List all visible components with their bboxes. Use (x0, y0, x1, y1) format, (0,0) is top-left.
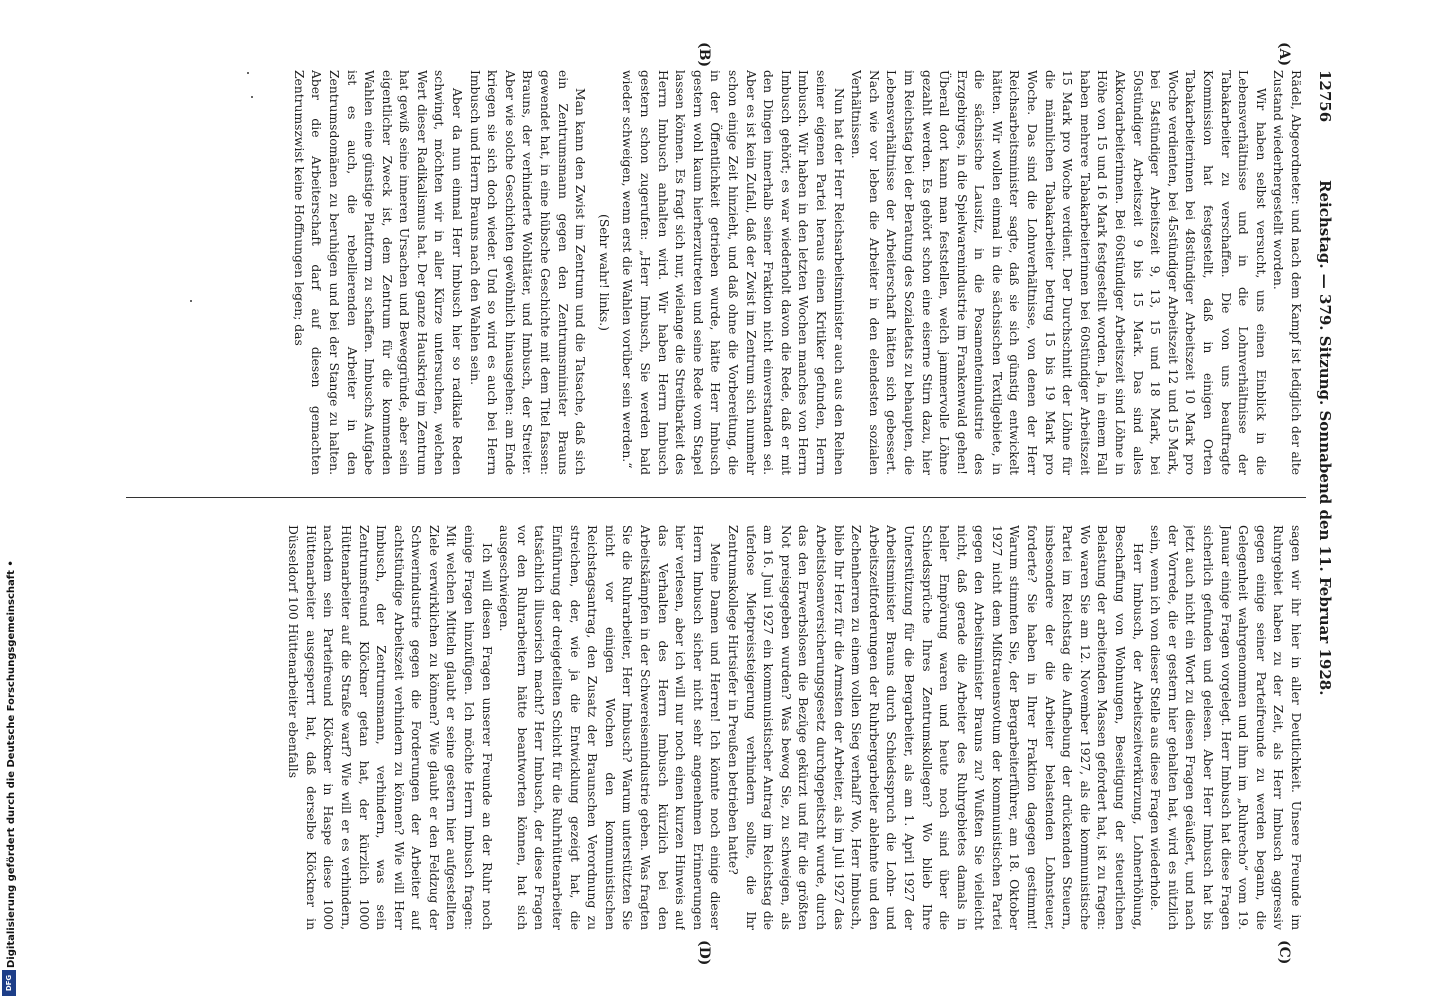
paragraph: Herr Imbusch, der Arbeitszeitverkürzung, Lohnerhöhung, Beschaffung von Wohnungen, Beseitigung der steuerlichen Belastung der arbeitenden Massen gefordert hat, ist zu fragen: Wo waren Sie am 12. November 1927, als die kommunistische Partei im Reichstag die Aufhebung der drückenden Steuern, insbesondere der die Arbeiter belastenden Lohnsteuer, forderte? Sie haben in Ihrer Fraktion dagegen gestimmt! Warum stimmten Sie, der Bergarbeiterführer, am 18. Oktober 1927 nicht dem Mißtrauensvotum der kommunistischen Partei gegen den Arbeitsminister Brauns zu? Wußten Sie vielleicht nicht, daß gerade die Arbeiter des Ruhrgebietes damals in heller Empörung waren und heute noch sind über die Schiedssprüche Ihres Zentrumskollegen? Wo blieb Ihre Unterstützung für die Bergarbeiter, als am 1. April 1927 der Arbeitsminister Brauns durch Schiedsspruch die Lohn- und Arbeitszeitforderungen der Ruhrbergarbeiter ablehnte und den Zechenherren zu einem vollen Sieg verhalf? Wo, Herr Imbusch, blieb Ihr Herz für die Armsten der Arbeiter, als im Juli 1927 das Arbeitslosenversicherungsgesetz durchgepeitscht wurde, durch das den Erwerbslosen die Bezüge gekürzt und für die größten Not preisgegeben wurden? Was bewog Sie, zu schweigen, als am 16. Juni 1927 ein kommunistischer Antrag im Reichstag die uferlose Mietpreissteigerung verhindern sollte, die Ihr Zentrumskollege Hirtsiefer in Preußen betrieben hatte? (726, 525, 1145, 930)
page-header (1306, 70, 1340, 970)
paragraph: Man kann den Zwist im Zentrum und die Tatsache, daß sich ein Zentrumsmann gegen den Zentrumsminister Brauns gewendet hat, in eine hübsche Geschichte mit dem Titel fassen: Brauns, der verhinderte Wohltäter, und Imbusch, der Streiter. Aber wie solche Geschichten gewöhnlich hinausgehen: am Ende kriegen sie sich doch wieder. Und so wird es auch bei Herrn Imbusch und Herrn Brauns nach den Wahlen sein. (467, 70, 588, 475)
paragraph: Rädel, Abgeordneter: und nach dem Kampf ist lediglich der alte Zustand wiederhergestellt worden. (1271, 70, 1303, 475)
column-divider (126, 497, 1306, 498)
paragraph: Wir haben selbst versucht, uns einen Einblick in die Lebensverhältnisse und in die Lohnverhältnisse der Tabakarbeiter zu verschaffen. Die von uns beauftragte Kommission hat festgestellt, daß in einigen Orten Tabakarbeiterinnen bei 48stündiger Arbeitszeit 10 Mark pro Woche verdienten, bei 45stündiger Arbeitszeit 12 und 15 Mark, bei 54stündiger Arbeitszeit 9, 13, 15 und 18 Mark, bei 50stündiger Arbeitszeit 9 bis 15 Mark. Das sind alles Akkordarbeiterinnen. Bei 60stündiger Arbeitszeit sind Löhne in Höhe von 15 und 16 Mark festgestellt worden. Ja, in einem Fall haben mehrere Tabakarbeiterinnen bei 60stündiger Arbeitszeit 15 Mark pro Woche verdient. Der Durchschnitt der Löhne für die männlichen Tabakarbeiter betrug 15 bis 19 Mark pro Woche. Das sind die Lohnverhältnisse, von denen der Herr Reichsarbeitsminister sagte, daß sie sich günstig entwickelt hätten. Wir wollen einmal in die sächsischen Textilgebiete, in die sächsische Lausitz, in die Posamentenindustrie des Erzgebirges, in die Spielwarenindustrie im Frankenwald gehen! Überall dort kann man feststellen, welch jammervolle Löhne gezahlt werden. Es gehört schon eine eiserne Stirn dazu, hier im Reichstag bei der Beratung des Sozialetats zu behaupten, die Lebensverhältnisse der Arbeiterschaft hätten sich gebessert. Nach wie vor leben die Arbeiter in den elendesten sozialen Verhältnissen. (849, 70, 1268, 475)
paragraph: Aber da nun einmal Herr Imbusch hier so radikale Reden schwingt, möchten wir in aller Kürze untersuchen, welchen Wert dieser Radikalismus hat. Der ganze Hauskrieg im Zentrum hat gewiß seine inneren Ursachen und Beweggründe, aber sein eigentlicher Zweck ist, dem Zentrum für die kommenden Wahlen eine günstige Plattform zu schaffen. Imbuschs Aufgabe ist es auch, die rebellierenden Arbeiter in den Zentrumsdomänen zu beruhigen und bei der Stange zu halten. Aber die Arbeiterschaft darf auf diesen gemachten Zentrumszwist keine Hoffnungen legen; das (291, 70, 465, 475)
dfg-logo-text: DFG (5, 974, 13, 992)
paragraph: sagen wir ihr hier in aller Deutlichkeit. Unsere Freunde im Ruhrgebiet haben zu der Zeit, als Herr Imbusch aggressiv gegen einige seiner Parteifreunde zu werden begann, die Gelegenheit wahrgenommen und ihm im „Ruhrecho“ vom 19. Januar einige Fragen vorgelegt. Herr Imbusch hat diese Fragen sicherlich gefunden und gelesen. Aber Herr Imbusch hat bis jetzt auch nicht ein Wort zu diesen Fragen geäußert, und nach der Vorrede, die er gestern hier gehalten hat, wird es nützlich sein, wenn ich von dieser Stelle aus diese Fragen wiederhole. (1148, 525, 1303, 930)
digitization-credit-strip (0, 0, 20, 1000)
page-number: 12756 (1316, 70, 1334, 123)
margin-marker-d: (D) (696, 940, 712, 966)
margin-marker-b: (B) (696, 42, 712, 68)
margin-marker-c: (C) (1276, 940, 1292, 965)
paragraph: Meine Damen und Herren! Ich könnte noch einige dieser Herrn Imbusch sicher nicht sehr angenehmen Erinnerungen hier verlesen, aber ich will nur noch einen kurzen Hinweis auf das Verhalten des Herrn Imbusch kürzlich bei den Arbeitskämpfen in der Schwereisenindustrie geben. Was fragten Sie die Ruhrarbeiter, Herr Imbusch? Warum unterstützten Sie nicht vor einigen Wochen den kommunistischen Reichstagsantrag, den Zusatz der Braunschen Verordnung zu streichen, der, wie ja die Entwicklung gezeigt hat, die Einführung der dreigeteilten Schicht für die Ruhrhüttenarbeiter tatsächlich illusorisch macht? Herr Imbusch, der diese Fragen vor den Ruhrarbeitern hätte beantworten können, hat sich ausgeschwiegen. (497, 525, 723, 930)
page-title: Reichstag. — 379. Sitzung. Sonnabend den 11. Februar 1928. (1316, 180, 1334, 696)
left-text-column (124, 70, 1304, 475)
paragraph: Nun hat der Herr Reichsarbeitsminister auch aus den Reihen seiner eigenen Partei heraus einen Kritiker gefunden, Herrn Imbusch. Wir haben in den letzten Wochen manches von Herrn Imbusch gehört; es war wiederholt davon die Rede, daß er mit den Dingen innerhalb seiner Fraktion nicht einverstanden sei. Aber es ist kein Zufall, daß der Zwist im Zentrum sich nunmehr schon einige Zeit hinzieht, und daß ohne die Vorbereitung, die in der Öffentlichkeit getrieben wurde, hätte Herr Imbusch gestern wohl kaum hierherzutreten und seine Rede vom Stapel lassen können. Es fragt sich nur, wielange die Streitbarkeit des Herrn Imbusch anhalten wird. Wir haben Herrn Imbusch gestern schon zugerufen: „Herr Imbusch, Sie werden bald wieder schweigen, wenn erst die Wahlen vorüber sein werden.“ (620, 70, 846, 475)
dfg-logo (2, 970, 16, 996)
paragraph: Ich will diesen Fragen unserer Freunde an der Ruhr noch einige Fragen hinzufügen. Ich möchte Herrn Imbusch fragen: Mit welchen Mitteln glaubt er seine gestern hier aufgestellten Ziele verwirklichen zu können? Wie glaubt er den Feldzug der Schwerindustrie gegen die Forderungen der Arbeiter auf achtstündige Arbeitszeit verhindern zu können? Wie will Herr Imbusch, der Zentrumsmann, verhindern, was sein Zentrumsfreund Klöckner getan hat, der kürzlich 1000 Hüttenarbeiter auf die Straße warf? Wie will er es verhindern, nachdem sein Parteifreund Klöckner in Haspe diese 1000 Hüttenarbeiter ausgesperrt hat, daß derselbe Klöckner in Düsseldorf 100 Hüttenarbeiter ebenfalls (286, 525, 494, 930)
interjection: (Sehr wahr! links.) (596, 214, 611, 331)
document-page (100, 42, 1340, 970)
right-text-column (124, 525, 1304, 930)
digitization-credit-text: Digitalisierung gefördert durch die Deutsche Forschungsgemeinschaft • (6, 560, 17, 968)
margin-marker-a: (A) (1276, 42, 1292, 67)
